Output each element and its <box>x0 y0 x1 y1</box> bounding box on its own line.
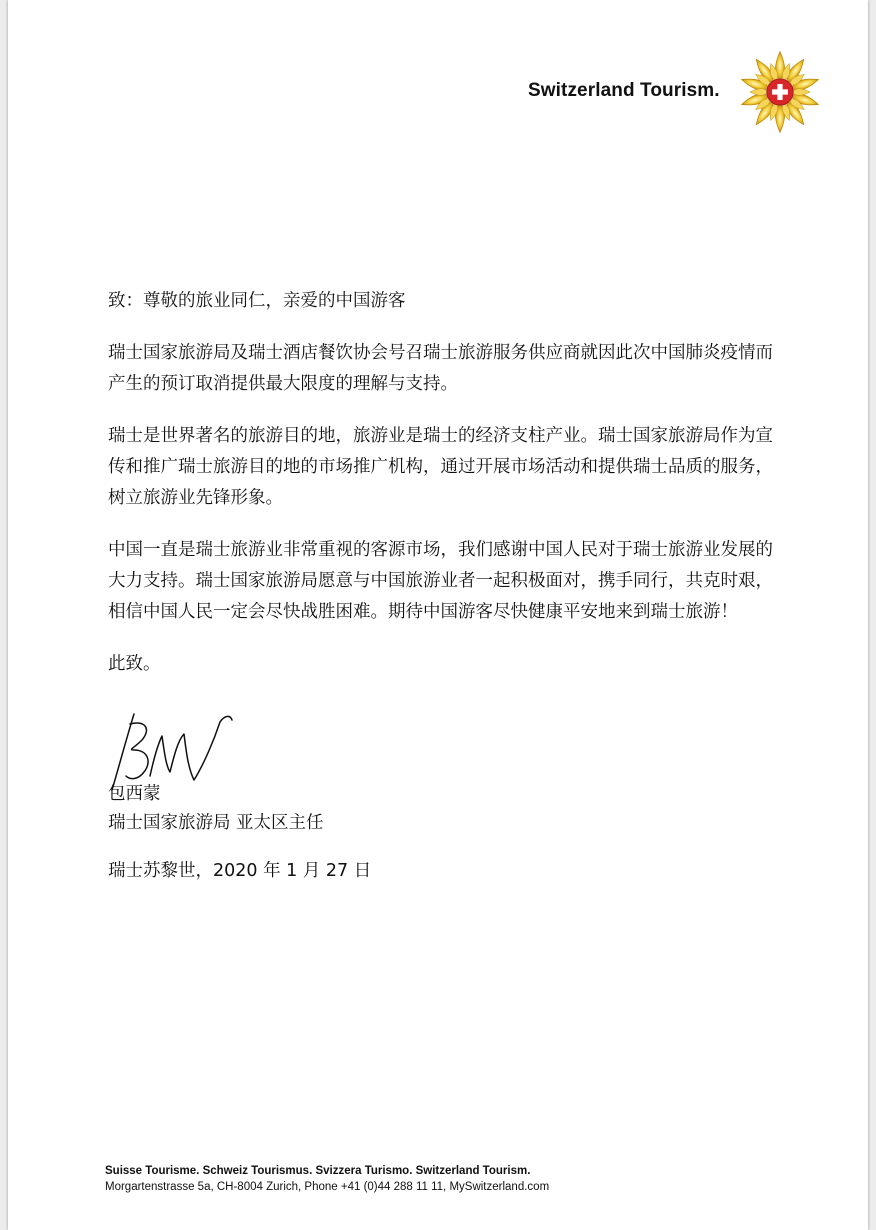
signer-name: 包西蒙 <box>108 784 161 804</box>
signer-title: 瑞士国家旅游局 亚太区主任 <box>108 813 324 833</box>
letter-page <box>8 0 868 1230</box>
place-date: 瑞士苏黎世，2020 年 1 月 27 日 <box>108 861 372 881</box>
letter-body <box>108 286 788 701</box>
edelweiss-swiss-cross-icon <box>736 48 824 136</box>
letter-closing: 此致。 <box>108 654 161 674</box>
footer <box>105 1163 549 1195</box>
letter-greeting: 致：尊敬的旅业同仁，亲爱的中国游客 <box>108 291 406 311</box>
signer-block <box>108 780 324 838</box>
footer-address: Morgartenstrasse 5a, CH-8004 Zurich, Phone +41 (0)44 288 11 11, MySwitzerland.com <box>105 1181 550 1193</box>
footer-languages: Suisse Tourisme. Schweiz Tourismus. Svizzera Turismo. Switzerland Tourism. <box>105 1165 531 1177</box>
brand-wordmark: Switzerland Tourism. <box>528 80 720 101</box>
letter-paragraph-2: 瑞士是世界著名的旅游目的地，旅游业是瑞士的经济支柱产业。瑞士国家旅游局作为宣传和推广瑞士旅游目的地的市场推广机构，通过开展市场活动和提供瑞士品质的服务，树立旅游业先锋形象。 <box>108 426 773 508</box>
letter-paragraph-3: 中国一直是瑞士旅游业非常重视的客源市场，我们感谢中国人民对于瑞士旅游业发展的大力支持。瑞士国家旅游局愿意与中国旅游业者一起积极面对，携手同行，共克时艰，相信中国人民一定会尽快战胜困难。期待中国游客尽快健康平安地来到瑞士旅游！ <box>108 540 773 622</box>
letter-paragraph-1: 瑞士国家旅游局及瑞士酒店餐饮协会号召瑞士旅游服务供应商就因此次中国肺炎疫情而产生的预订取消提供最大限度的理解与支持。 <box>108 343 773 394</box>
